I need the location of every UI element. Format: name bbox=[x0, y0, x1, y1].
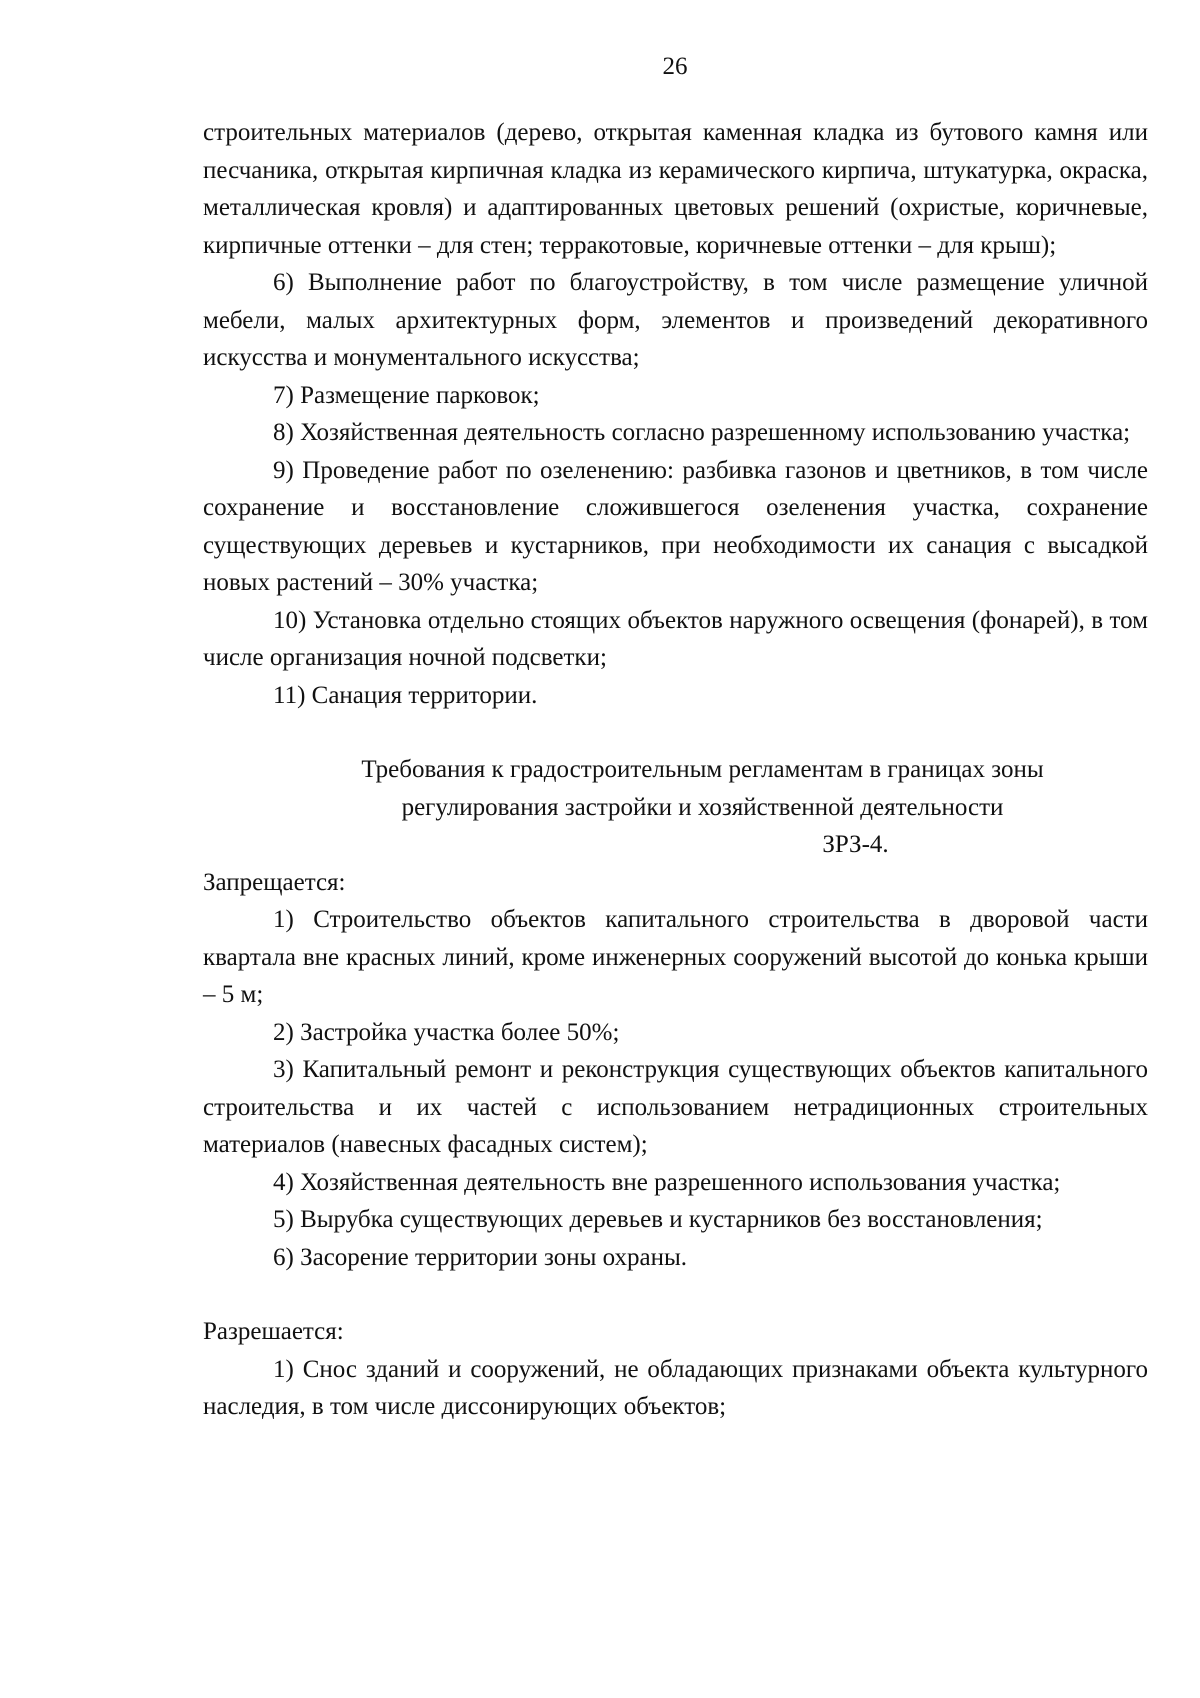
continuation-paragraph: строительных материалов (дерево, открытая каменная кладка из бутового камня или песчаника, открытая кирпичная кладка из керамического кирпича, штукатурка, окраска, металлическая кровля) и адаптированных цветовых решений (охристые, коричневые, кирпичные оттенки – для стен; терракотовые, коричневые оттенки – для крыш); bbox=[203, 119, 1148, 259]
page-number: 26 bbox=[662, 53, 688, 80]
list-item-6: 6) Выполнение работ по благоустройству, в том числе размещение уличной мебели, малых архитектурных форм, элементов и произведений декоративного искусства и монументального искусства; bbox=[203, 269, 1148, 371]
document-body bbox=[203, 114, 1148, 1426]
prohibited-item-1: 1) Строительство объектов капитального строительства в дворовой части квартала вне красных линий, кроме инженерных сооружений высотой до конька крыши – 5 м; bbox=[203, 906, 1148, 1008]
heading-line-1: Требования к градостроительным регламентам в границах зоны bbox=[361, 756, 1044, 783]
prohibited-item-6: 6) Засорение территории зоны охраны. bbox=[273, 1243, 688, 1271]
list-item-11: 11) Санация территории. bbox=[273, 681, 538, 709]
heading-line-2: регулирования застройки и хозяйственной деятельности bbox=[401, 793, 1004, 821]
section-gap bbox=[203, 1276, 1148, 1313]
section-heading bbox=[203, 751, 1148, 864]
list-item-10: 10) Установка отдельно стоящих объектов наружного освещения (фонарей), в том числе организация ночной подсветки; bbox=[203, 606, 1148, 671]
prohibited-label: Запрещается: bbox=[203, 868, 346, 896]
section-gap bbox=[203, 714, 1148, 751]
prohibited-item-2: 2) Застройка участка более 50%; bbox=[273, 1018, 620, 1046]
permitted-item-1: 1) Снос зданий и сооружений, не обладающих признаками объекта культурного наследия, в том числе диссонирующих объектов; bbox=[203, 1355, 1148, 1420]
list-item-9: 9) Проведение работ по озеленению: разбивка газонов и цветников, в том числе сохранение и восстановление сложившегося озеленения участка, сохранение существующих деревьев и кустарников, при необходимости их санация с высадкой новых растений – 30% участка; bbox=[203, 456, 1148, 596]
list-item-7: 7) Размещение парковок; bbox=[273, 381, 540, 409]
prohibited-item-4: 4) Хозяйственная деятельность вне разрешенного использования участка; bbox=[273, 1168, 1061, 1196]
prohibited-item-3: 3) Капитальный ремонт и реконструкция существующих объектов капитального строительства и их частей с использованием нетрадиционных строительных материалов (навесных фасадных систем); bbox=[203, 1056, 1148, 1158]
prohibited-item-5: 5) Вырубка существующих деревьев и кустарников без восстановления; bbox=[273, 1206, 1043, 1233]
heading-line-3: ЗРЗ-4. bbox=[822, 831, 889, 858]
list-item-8: 8) Хозяйственная деятельность согласно разрешенному использованию участка; bbox=[273, 419, 1131, 446]
permitted-label: Разрешается: bbox=[203, 1318, 344, 1345]
